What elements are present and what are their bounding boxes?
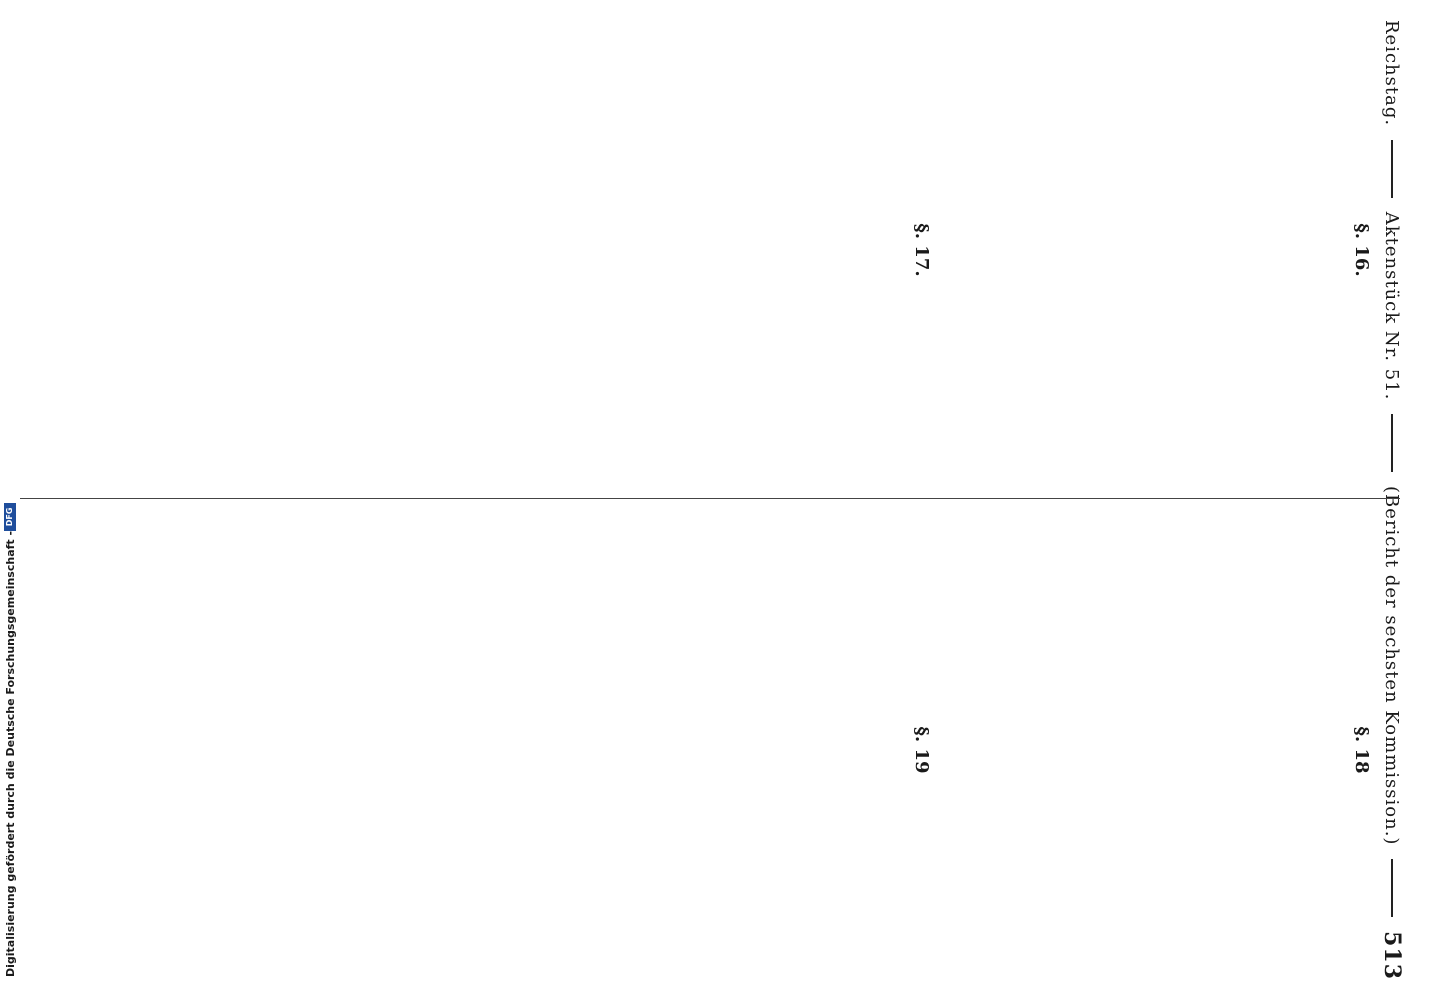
header-left: Reichstag. [1381,20,1403,127]
column-upper [1342,20,1380,480]
column-upper-2 [902,20,940,480]
section-title: §. 17. [911,223,932,277]
dfg-logo: DFG [4,503,16,531]
page-number: 513 [1379,931,1405,981]
header-rule [1391,414,1393,472]
header-rule [1391,140,1393,198]
column-lower-2 [902,520,940,980]
header-center: Aktenstück Nr. 51. [1381,211,1403,401]
footer-text: Digitalisierung gefördert durch die Deutsche Forschungsgemeinschaft - [3,530,17,977]
section-title: §. 18 [1351,726,1372,774]
section-title: §. 16. [1351,223,1372,277]
header-right: (Bericht der sechsten Kommission.) [1381,485,1403,846]
column-divider [20,498,1400,499]
column-lower [1342,520,1380,980]
header-rule [1391,859,1393,917]
section-title: §. 19 [911,726,932,774]
digitization-footer [0,17,22,977]
